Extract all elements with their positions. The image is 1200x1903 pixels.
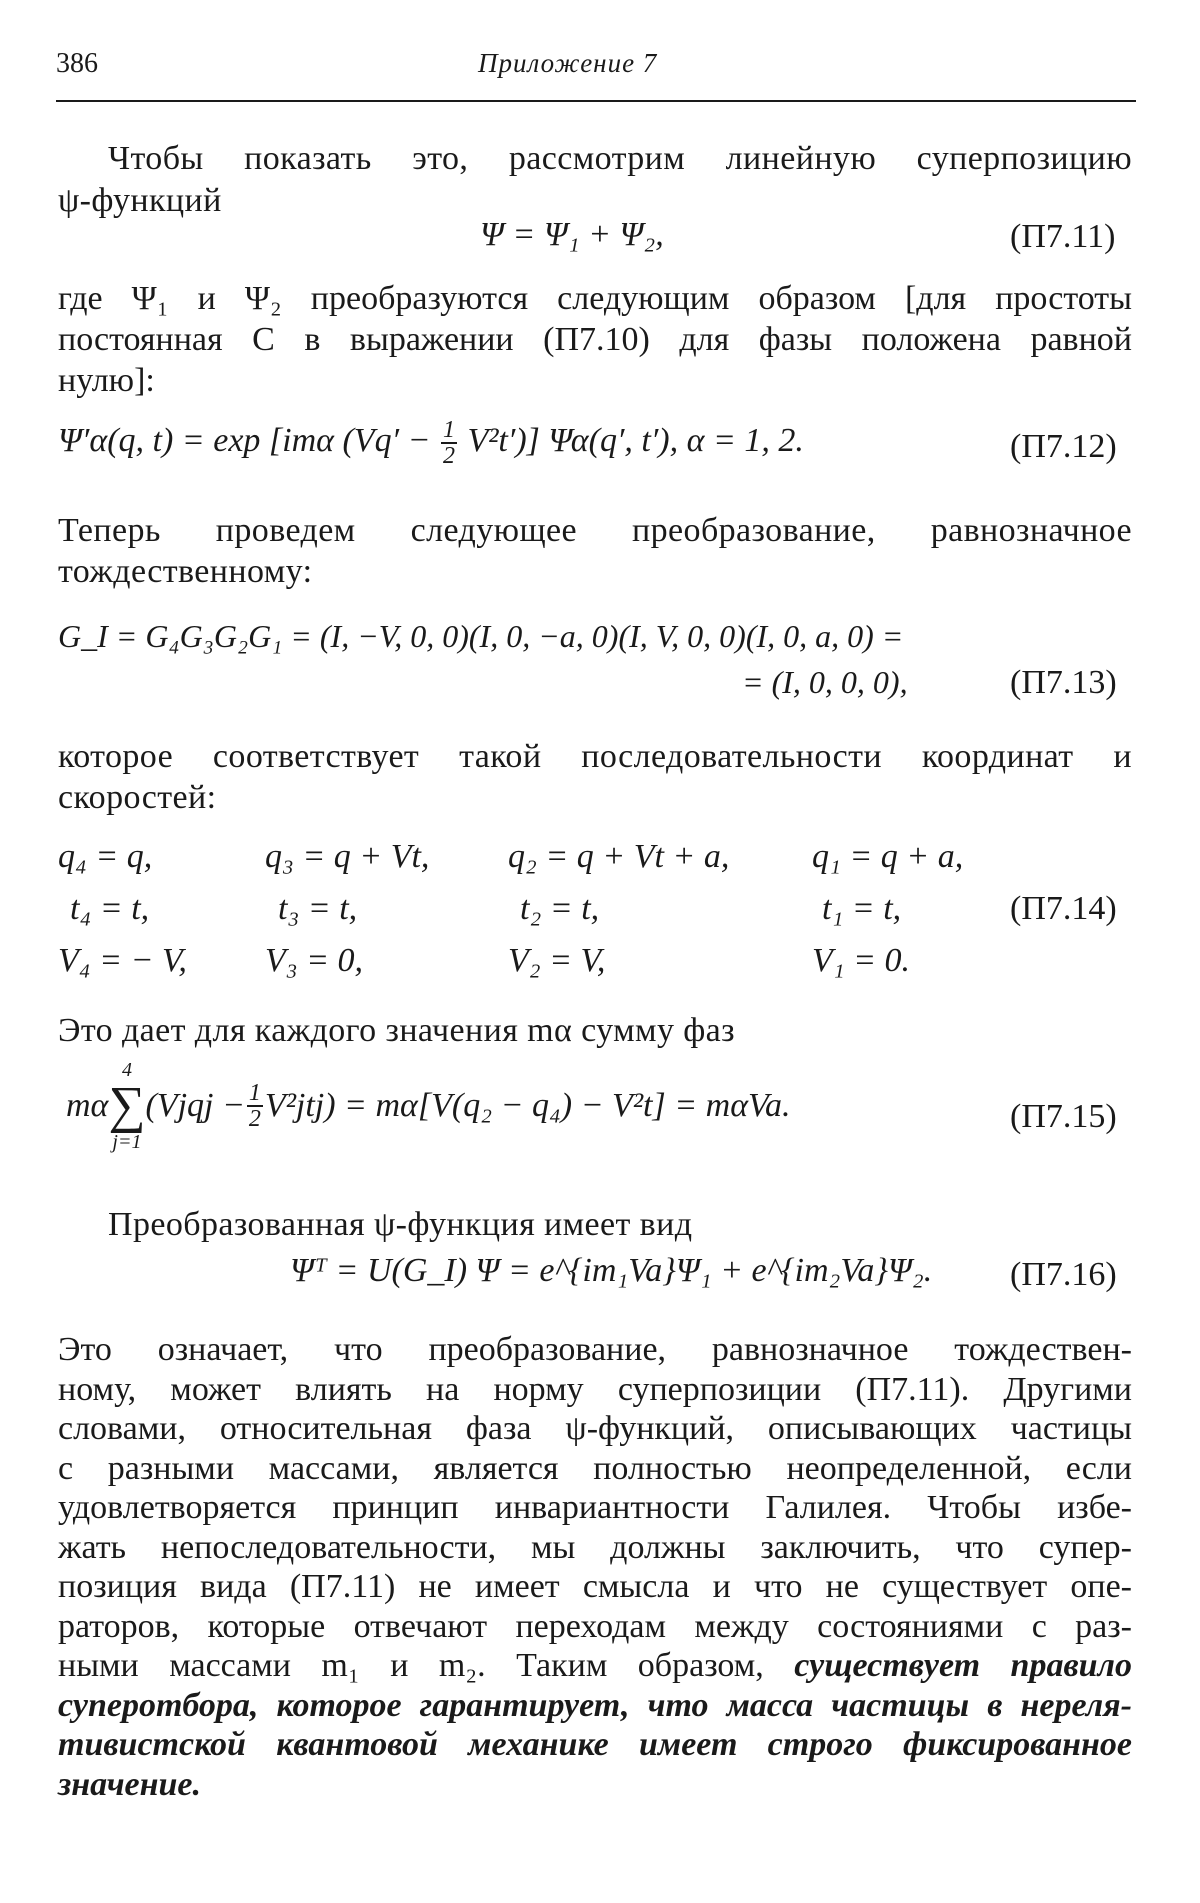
eq14-r3-c1: V₄ = − V, bbox=[58, 942, 187, 979]
paragraph-7-line-7: позиция вида (П7.11) не имеет смысла и что не существует опе- bbox=[58, 1568, 1132, 1605]
page-number: 386 bbox=[56, 48, 98, 79]
paragraph-7-emph-line-2: тивистской квантовой механике имеет строго фиксированное bbox=[58, 1726, 1132, 1763]
equation-p7-13-line-2: = (I, 0, 0, 0), bbox=[742, 664, 908, 700]
paragraph-2 bbox=[58, 278, 1132, 401]
paragraph-7-line-9 bbox=[58, 1646, 1132, 1686]
paragraph-2-line-1: где Ψ₁ и Ψ₂ преобразуются следующим образом [для простоты bbox=[58, 280, 1132, 317]
eq14-r2-c3: t₂ = t, bbox=[520, 890, 600, 927]
equation-p7-12-right: V²t′)] Ψα(q′, t′), α = 1, 2. bbox=[467, 421, 804, 459]
equation-p7-12-left: Ψ′α(q, t) = exp [imα (Vq′ − bbox=[58, 421, 431, 459]
paragraph-4-line-2: скоростей: bbox=[58, 779, 217, 816]
paragraph-7-line-2: ному, может влиять на норму суперпозиции (П7.11). Другими bbox=[58, 1370, 1132, 1408]
running-title: Приложение 7 bbox=[478, 48, 658, 78]
fraction-one-half bbox=[441, 418, 457, 468]
equation-label-p7-14: (П7.14) bbox=[1010, 890, 1117, 927]
paragraph-1-line-2: ψ-функций bbox=[58, 182, 222, 219]
eq14-r3-c3: V₂ = V, bbox=[508, 942, 606, 979]
paragraph-7 bbox=[58, 1330, 1132, 1804]
eq15-prefix: mα bbox=[66, 1087, 109, 1124]
sum-lower-limit: j=1 bbox=[112, 1131, 142, 1153]
paragraph-2-line-3: нулю]: bbox=[58, 362, 155, 399]
equation-p7-15 bbox=[66, 1060, 791, 1152]
paragraph-7-line-5: удовлетворяется принцип инвариантности Галилея. Чтобы избе- bbox=[58, 1489, 1132, 1526]
eq14-r2-c2: t₃ = t, bbox=[278, 890, 358, 927]
equation-p7-11: Ψ = Ψ₁ + Ψ₂, bbox=[480, 216, 664, 253]
equation-label-p7-16: (П7.16) bbox=[1010, 1256, 1117, 1293]
sigma-icon: ∑ bbox=[108, 1077, 146, 1134]
fraction-one-half bbox=[247, 1081, 263, 1131]
fraction-numerator: 1 bbox=[442, 417, 455, 443]
equation-label-p7-12: (П7.12) bbox=[1010, 428, 1117, 465]
equation-p7-16: Ψᵀ = U(G_I) Ψ = e^{im₁Va}Ψ₁ + e^{im₂Va}Ψ₂. bbox=[290, 1252, 933, 1289]
sum-upper-limit: 4 bbox=[121, 1059, 132, 1081]
paragraph-7-line-3: словами, относительная фаза ψ-функций, описывающих частицы bbox=[58, 1410, 1132, 1447]
eq14-r1-c1: q₄ = q, bbox=[58, 838, 153, 875]
paragraph-6-line-1: Преобразованная ψ-функция имеет вид bbox=[108, 1206, 693, 1243]
paragraph-7-line-1: Это означает, что преобразование, равнозначное тождествен- bbox=[58, 1331, 1132, 1368]
eq14-r1-c2: q₃ = q + Vt, bbox=[265, 838, 430, 875]
fraction-denominator: 2 bbox=[248, 1106, 261, 1132]
eq14-r2-c1: t₄ = t, bbox=[70, 890, 150, 927]
summation-symbol bbox=[108, 1060, 145, 1152]
eq14-r2-c4: t₁ = t, bbox=[822, 890, 902, 927]
eq15-rest: V²jtj) = mα[V(q₂ − q₄) − V²t] = mαVa. bbox=[264, 1087, 791, 1124]
eq14-r1-c4: q₁ = q + a, bbox=[812, 838, 964, 875]
paragraph-2-line-2: постоянная C в выражении (П7.10) для фазы положена равной bbox=[58, 321, 1132, 358]
paragraph-1-line-1: Чтобы показать это, рассмотрим линейную суперпозицию bbox=[108, 140, 1132, 177]
eq14-r3-c2: V₃ = 0, bbox=[265, 942, 364, 979]
eq15-open: (Vjqj − bbox=[145, 1087, 245, 1124]
equation-label-p7-15: (П7.15) bbox=[1010, 1098, 1117, 1135]
paragraph-7-line-6: жать непоследовательности, мы должны заключить, что супер- bbox=[58, 1528, 1132, 1566]
paragraph-5-line-1: Это дает для каждого значения mα сумму фаз bbox=[58, 1012, 735, 1049]
eq14-r1-c3: q₂ = q + Vt + a, bbox=[508, 838, 730, 875]
equation-label-p7-11: (П7.11) bbox=[1010, 218, 1116, 255]
paragraph-7-emph-line-3: значение. bbox=[58, 1765, 202, 1803]
paragraph-7-line-9-emph: существует правило bbox=[794, 1647, 1133, 1684]
paragraph-3-line-2: тождественному: bbox=[58, 553, 313, 590]
equation-p7-13-line-1: G_I = G₄G₃G₂G₁ = (I, −V, 0, 0)(I, 0, −a, 0)(I, V, 0, 0)(I, 0, a, 0) = bbox=[58, 618, 904, 654]
fraction-numerator: 1 bbox=[248, 1080, 261, 1106]
fraction-denominator: 2 bbox=[442, 443, 455, 469]
equation-p7-12 bbox=[58, 418, 804, 468]
eq14-r3-c4: V₁ = 0. bbox=[812, 942, 911, 979]
paragraph-3-line-1: Теперь проведем следующее преобразование, равнозначное bbox=[58, 512, 1132, 549]
paragraph-7-line-9-plain: ными массами m₁ и m₂. Таким образом, bbox=[58, 1647, 764, 1684]
paragraph-7-line-8: раторов, которые отвечают переходам между состояниями с раз- bbox=[58, 1607, 1132, 1645]
paragraph-7-line-4: с разными массами, является полностью неопределенной, если bbox=[58, 1449, 1132, 1487]
header-rule bbox=[56, 100, 1136, 102]
equation-label-p7-13: (П7.13) bbox=[1010, 664, 1117, 701]
paragraph-4-line-1: которое соответствует такой последовательности координат и bbox=[58, 738, 1132, 775]
paragraph-7-emph-line-1: суперотбора, которое гарантирует, что масса частицы в нереля- bbox=[58, 1686, 1132, 1724]
